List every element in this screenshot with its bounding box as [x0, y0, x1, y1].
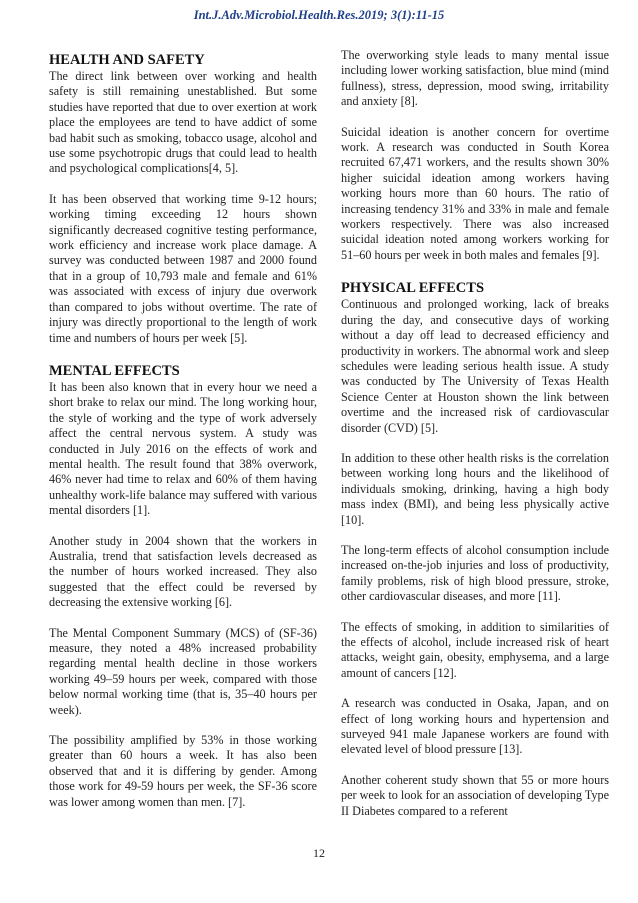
paragraph: The Mental Component Summary (MCS) of (SF-36) measure, they noted a 48% increased probability regarding mental health decline in those workers working 49–59 hours per week, compared with those below normal working time (that is, 35–40 hours per week). — [49, 625, 317, 717]
paragraph: A research was conducted in Osaka, Japan, and on effect of long working hours and hypertension and surveyed 941 male Japanese workers are found with elevated level of blood pressure [13]. — [341, 696, 609, 757]
paragraph: It has been also known that in every hour we need a short brake to relax our mind. The long working hour, the style of working and the type of work adversely affect the central nervous system. A study was conducted in July 2016 on the effects of work and mental health. The result found that 38% overwork, 46% never had time to relax and 60% of them having unhealthy work-life balance may suffered with various mental disorders [1]. — [49, 379, 317, 518]
paragraph: Another study in 2004 shown that the workers in Australia, trend that satisfaction levels decreased as the number of hours worked increased. They also suggested that the effect could be reversed by decreasing the extensive working [6]. — [49, 533, 317, 610]
right-column — [341, 48, 609, 819]
paragraph: The effects of smoking, in addition to similarities of the effects of alcohol, include increased risk of heart attacks, weight gain, obesity, emphysema, and a large amount of cancers [12]. — [341, 619, 609, 680]
paragraph: It has been observed that working time 9-12 hours; working timing exceeding 12 hours shown significantly decreased cognitive testing performance, work efficiency and increase work place damage. A survey was conducted between 1987 and 2000 found that in a group of 10,793 male and female and 61% was associated with excess of injury due overwork than compared to jobs without overtime. The rate of injury was directly proportional to the length of work time and numbers of hours per week [5]. — [49, 191, 317, 345]
left-column — [49, 52, 317, 810]
paragraph: The direct link between over working and health safety is still remaining unestablished. But some studies have reported that due to over exertion at work place the employees are tend to have addict of some bad habit such as smoking, tobacco usage, alcohol and use some psychotropic drugs that could lead to health and psychological complications[4, 5]. — [49, 69, 317, 176]
section-heading-health-safety: HEALTH AND SAFETY — [49, 52, 205, 68]
running-head: Int.J.Adv.Microbiol.Health.Res.2019; 3(1):11-15 — [193, 8, 445, 22]
section-heading-physical-effects: PHYSICAL EFFECTS — [341, 280, 485, 297]
paragraph: The possibility amplified by 53% in those working greater than 60 hours a week. It has also been observed that and it is differing by gender. Among those work for 49-59 hours per week, the SF-36 score was lower among women than men. [7]. — [49, 733, 317, 809]
paragraph: The overworking style leads to many mental issue including lower working satisfaction, blue mind (mind fullness), stress, depression, mood swing, irritability and anxiety [8]. — [341, 48, 609, 109]
paragraph: Suicidal ideation is another concern for overtime work. A research was conducted in South Korea recruited 67,471 workers, and the results shown 30% higher suicidal ideation among workers having working hours more than 60 hours. The ratio of increasing tendency 31% and 33% in male and female workers respectively. There was also increased suicidal ideation noted among workers working for 51–60 hours per week in both males and females [9]. — [341, 124, 609, 262]
paragraph: In addition to these other health risks is the correlation between working long hours and the likelihood of individuals smoking, drinking, having a high body mass index (BMI), and being less physically active [10]. — [341, 450, 609, 527]
paragraph: Continuous and prolonged working, lack of breaks during the day, and consecutive days of working without a day off lead to decreased efficiency and productivity in workers. The abnormal work and sleep schedules were leading serious health issue. A study was conducted by The University of Texas Health Science Center at Houston shown the link between overtime and the increased risk of cardiovascular disorder (CVD) [5]. — [341, 297, 609, 435]
page-number: 12 — [313, 846, 325, 860]
paragraph: Another coherent study shown that 55 or more hours per week to look for an association of developing Type II Diabetes compared to a referent — [341, 772, 609, 818]
paragraph: The long-term effects of alcohol consumption include increased on-the-job injuries and loss of productivity, family problems, risk of high blood pressure, stroke, other cardiovascular diseases, and more [11]. — [341, 542, 609, 604]
section-heading-mental-effects: MENTAL EFFECTS — [49, 362, 180, 379]
